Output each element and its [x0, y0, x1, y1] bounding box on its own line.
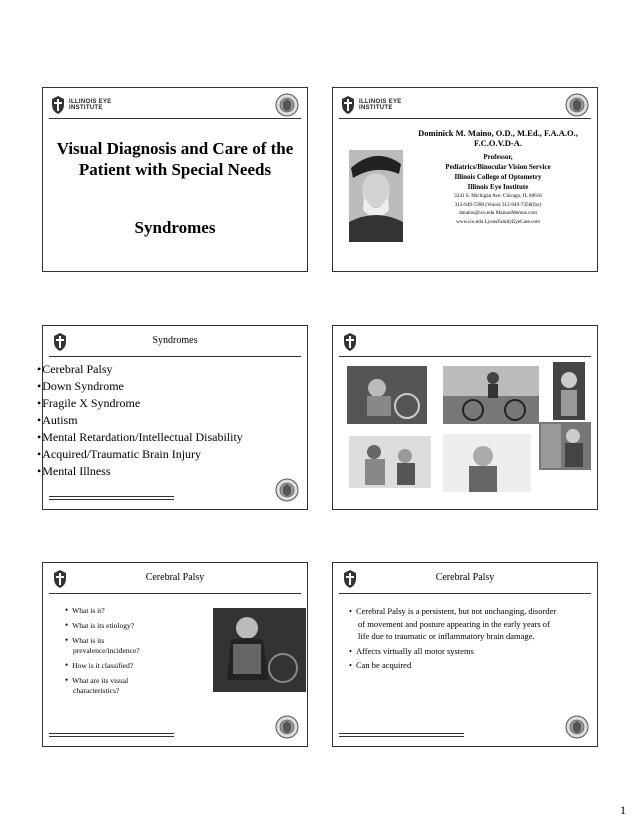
list-item: • Mental Illness [37, 463, 243, 480]
list-item: • Down Syndrome [37, 378, 243, 395]
slide-title: Visual Diagnosis and Care of the Patient with Special Needs [56, 139, 294, 179]
footer-rule [49, 496, 174, 500]
header-rule [49, 593, 301, 594]
page-number: 1 [620, 803, 626, 817]
photo-pageant-winner [553, 362, 585, 420]
presenter-sites: www.ico.edu LyonsFamilyEyeCare.com [455, 218, 541, 225]
presenter-address: 3241 S. Michigan Ave. Chicago, IL 60616 [454, 193, 542, 199]
presenter-phone: 312-949-7280 (Voice) 312-949-7358(fax) [454, 201, 542, 208]
presenter-institute: Illinois Eye Institute [467, 183, 529, 191]
college-seal-icon [275, 715, 299, 739]
header-rule [339, 118, 591, 119]
photo-man-in-wheelchair [213, 608, 306, 692]
footer-rule [49, 733, 174, 737]
college-seal-icon [565, 715, 589, 739]
list-item: • What is it? [65, 605, 165, 616]
illinois-eye-institute-logo: ILLINOIS EYE INSTITUTE [51, 96, 112, 114]
list-item: • Affects virtually all motor systems [347, 645, 562, 658]
list-item: • Cerebral Palsy is a persistent, but not unchanging, disorder of movement and posture appearing in the early years of life due to traumatic or inflammatory brain damage. [347, 605, 562, 643]
list-item: • Fragile X Syndrome [37, 395, 243, 412]
list-item: • Cerebral Palsy [37, 361, 243, 378]
eye-institute-emblem-icon [343, 333, 357, 351]
list-item: • Acquired/Traumatic Brain Injury [37, 446, 243, 463]
list-item: • Mental Retardation/Intellectual Disability [37, 429, 243, 446]
photo-boy-on-tricycle [443, 366, 539, 424]
footer-rule [339, 733, 464, 737]
slide-subtitle: Syndromes [134, 218, 216, 237]
photo-man-with-books [539, 422, 591, 470]
college-seal-icon [275, 93, 299, 117]
header-rule [49, 118, 301, 119]
definition-list [347, 605, 562, 674]
photo-doctor-patient [349, 436, 431, 488]
list-item: • Autism [37, 412, 243, 429]
slide-title: Cerebral Palsy [435, 572, 495, 583]
presenter-info [405, 128, 591, 226]
photo-wheelchair-child [347, 366, 427, 424]
slide-2-presenter [332, 87, 598, 272]
list-item: • What are its visual characteristics? [65, 675, 165, 696]
header-rule [339, 593, 591, 594]
list-item: • What is its prevalence/incidence? [65, 635, 165, 656]
list-item: • How is it classified? [65, 660, 165, 671]
slide-5-cerebral-palsy-questions [42, 562, 308, 747]
header-rule [49, 356, 301, 357]
presenter-emails: dmaino@ico.edu MainosMemos.com [458, 210, 538, 216]
presenter-photo [349, 150, 403, 242]
list-item: • What is its etiology? [65, 620, 165, 631]
illinois-eye-institute-logo: ILLINOIS EYE INSTITUTE [341, 96, 402, 114]
eye-institute-emblem-icon [341, 96, 355, 114]
list-item: • Can be acquired [347, 659, 562, 672]
slide-1-title [42, 87, 308, 272]
slide-title: Cerebral Palsy [145, 572, 205, 583]
header-rule [339, 356, 591, 357]
questions-list [65, 605, 165, 700]
presenter-name: Dominick M. Maino, O.D., M.Ed., F.A.A.O., F.C.O.V.D-A. [418, 128, 578, 148]
syndromes-list [37, 361, 243, 480]
slide-title: Syndromes [152, 335, 198, 346]
presenter-service: Pediatrics/Binocular Vision Service [445, 163, 551, 171]
presenter-college: Illinois College of Optometry [454, 173, 542, 181]
eye-institute-emblem-icon [51, 96, 65, 114]
slide-4-photo-collage [332, 325, 598, 510]
college-seal-icon [565, 93, 589, 117]
slide-6-cerebral-palsy-definition [332, 562, 598, 747]
slide-3-syndromes [42, 325, 308, 510]
presenter-role: Professor, [483, 153, 513, 161]
college-seal-icon [275, 478, 299, 502]
photo-young-woman [443, 434, 531, 492]
